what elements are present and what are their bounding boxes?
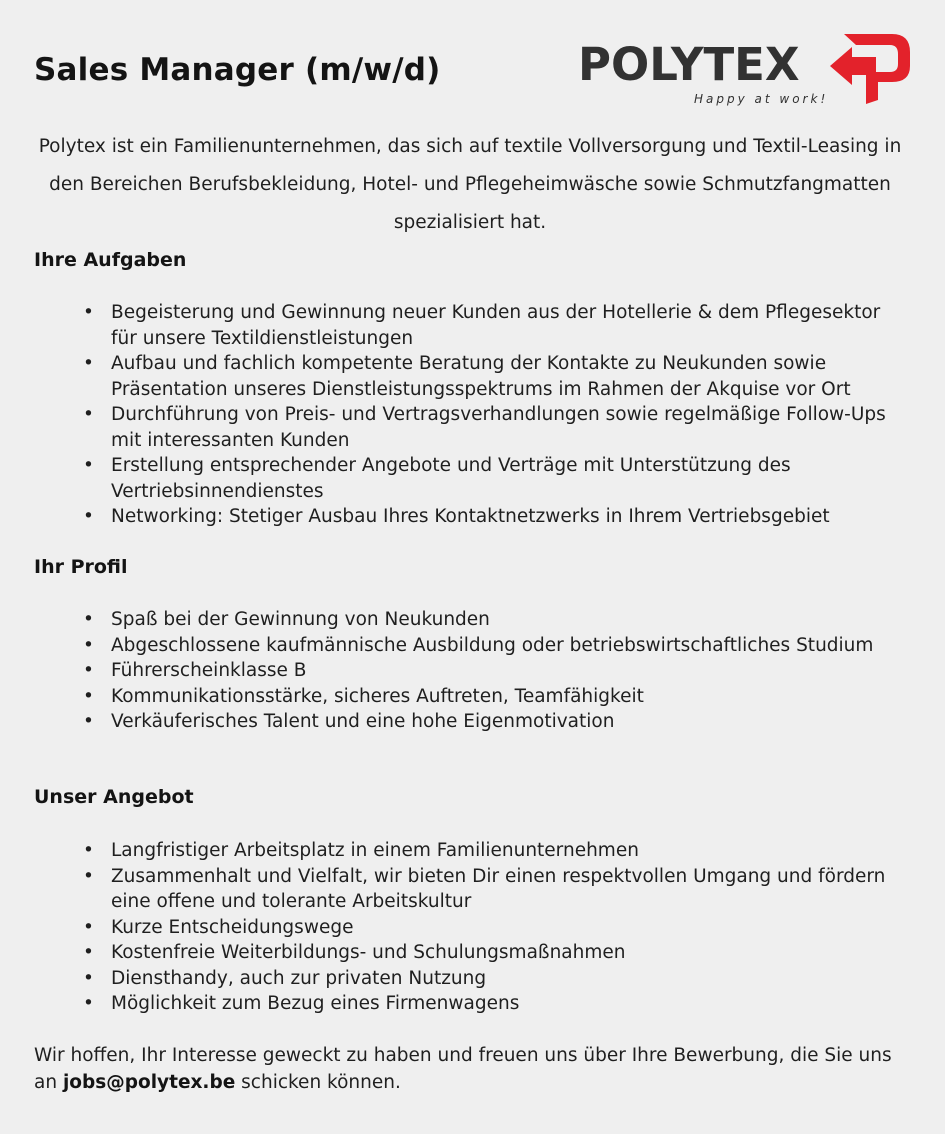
bullet: • xyxy=(83,302,94,323)
email-link[interactable]: jobs@polytex.be xyxy=(62,1072,236,1093)
list-item: • Möglichkeit zum Bezug eines Firmenwagens xyxy=(80,991,910,1017)
list-item: • Durchführung von Preis- und Vertragsverhandlungen sowie regelmäßige Follow-Ups mit interessanten Kunden xyxy=(83,404,886,451)
bullet: • xyxy=(83,942,94,963)
list-item: • Spaß bei der Gewinnung von Neukunden xyxy=(80,607,910,633)
bullet: • xyxy=(83,506,94,527)
bullet: • xyxy=(83,404,94,425)
angebot-list xyxy=(80,838,910,1017)
section-heading-profil: Ihr Profil xyxy=(34,556,128,578)
section-heading-angebot: Unser Angebot xyxy=(34,786,194,808)
bullet: • xyxy=(83,634,94,656)
bullet: • xyxy=(83,840,94,861)
closing-text: Wir hoffen, Ihr Interesse geweckt zu haben und freuen uns über Ihre Bewerbung, die Sie uns an xyxy=(34,1045,892,1093)
polytex-logo xyxy=(578,30,913,110)
company-intro: Polytex ist ein Familienunternehmen, das sich auf textile Vollversorgung und Textil-Leasing in den Bereichen Berufsbekleidung, Hotel- und Pflegeheimwäsche sowie Schmutzfangmatten spezialisiert hat. xyxy=(38,136,902,233)
logo-tagline: Happy at work! xyxy=(694,92,829,106)
list-item: • Diensthandy, auch zur privaten Nutzung xyxy=(80,966,910,992)
list-item: • Aufbau und fachlich kompetente Beratung der Kontakte zu Neukunden sowie Präsentation unseres Dienstleistungsspektrums im Rahmen der Akquise vor Ort xyxy=(83,353,851,400)
list-item: • Kostenfreie Weiterbildungs- und Schulungsmaßnahmen xyxy=(80,940,910,966)
list-item: • Abgeschlossene kaufmännische Ausbildung oder betriebswirtschaftliches Studium xyxy=(80,633,910,659)
list-item: • Kommunikationsstärke, sicheres Auftreten, Teamfähigkeit xyxy=(80,684,910,710)
list-item: • Zusammenhalt und Vielfalt, wir bieten Dir einen respektvollen Umgang und fördern eine offene und tolerante Arbeitskultur xyxy=(83,865,886,912)
section-heading-aufgaben: Ihre Aufgaben xyxy=(34,249,187,271)
bullet: • xyxy=(83,711,94,732)
list-item: • Erstellung entsprechender Angebote und Verträge mit Unterstützung des Vertriebsinnendienstes xyxy=(83,455,791,502)
bullet: • xyxy=(83,455,94,476)
bullet: • xyxy=(83,660,94,681)
bullet: • xyxy=(83,685,94,707)
logo-wordmark: POLYTEX xyxy=(578,38,800,91)
closing-text-end: schicken können. xyxy=(241,1072,401,1093)
bullet: • xyxy=(83,609,94,630)
bullet: • xyxy=(83,353,94,374)
bullet: • xyxy=(83,916,94,938)
list-item: • Führerscheinklasse B xyxy=(80,658,910,684)
bullet: • xyxy=(83,865,94,887)
list-item: • Langfristiger Arbeitsplatz in einem Familienunternehmen xyxy=(80,838,910,864)
list-item: • Verkäuferisches Talent und eine hohe Eigenmotivation xyxy=(80,709,910,735)
list-item: • Begeisterung und Gewinnung neuer Kunden aus der Hotellerie & dem Pflegesektor für unsere Textildienstleistungen xyxy=(83,302,881,349)
bullet: • xyxy=(83,967,94,989)
list-item: • Networking: Stetiger Ausbau Ihres Kontaktnetzwerks in Ihrem Vertriebsgebiet xyxy=(80,504,910,530)
polytex-p-arrow-logo-icon xyxy=(826,30,913,106)
profil-list xyxy=(80,607,910,735)
list-item: • Kurze Entscheidungswege xyxy=(80,915,910,941)
page-title: Sales Manager (m/w/d) xyxy=(34,52,441,88)
closing-paragraph xyxy=(34,1042,914,1096)
aufgaben-list xyxy=(80,300,910,530)
bullet: • xyxy=(83,993,94,1014)
